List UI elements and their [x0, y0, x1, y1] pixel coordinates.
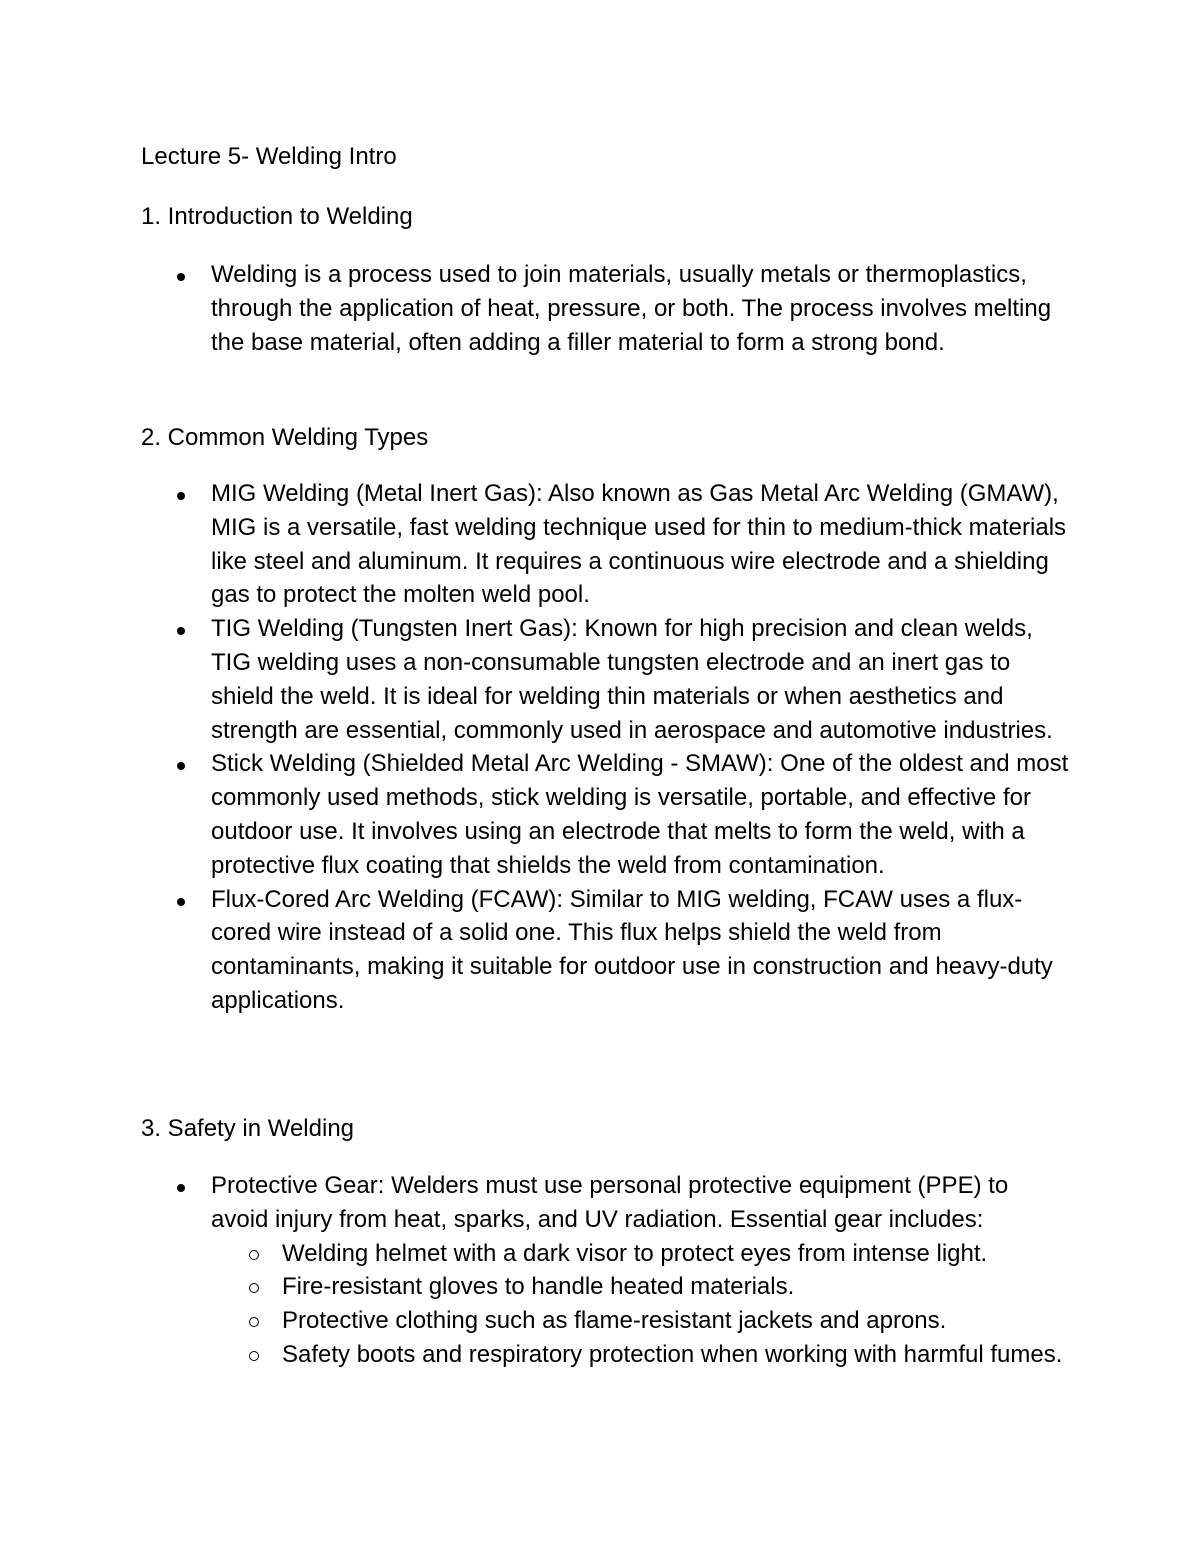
sub-list-item: [211, 1270, 1070, 1304]
list-item-text: Welding is a process used to join materials, usually metals or thermoplastics, through the application of heat, pressure, or both. The process involves melting the base material, often adding a filler material to form a strong bond.: [211, 261, 1052, 356]
hollow-bullet-icon: [249, 1317, 259, 1327]
hollow-bullet-icon: [249, 1283, 259, 1293]
section-heading-introduction: 1. Introduction to Welding: [141, 203, 413, 230]
sub-list-item-text: Protective clothing such as flame-resistant jackets and aprons.: [282, 1307, 947, 1335]
sub-list-item: [211, 1338, 1070, 1372]
section-safety-list: [0, 1169, 1200, 1372]
bullet-icon: [177, 627, 185, 635]
list-item-text: Flux-Cored Arc Welding (FCAW): Similar to MIG welding, FCAW uses a flux-cored wire instead of a solid one. This flux helps shield the weld from contaminants, making it suitable for outdoor use in construction and heavy-duty applications.: [211, 885, 1053, 1014]
sub-list-item: [211, 1304, 1070, 1338]
list-item: [0, 258, 1200, 359]
section-introduction-list: [0, 258, 1200, 359]
hollow-bullet-icon: [249, 1351, 259, 1361]
list-item: [0, 612, 1200, 747]
section-welding-types-list: [0, 477, 1200, 1018]
sub-list-item-text: Safety boots and respiratory protection when working with harmful fumes.: [282, 1340, 1063, 1368]
list-item: [0, 883, 1200, 1018]
sub-list-item-text: Fire-resistant gloves to handle heated materials.: [282, 1273, 795, 1301]
bullet-icon: [177, 273, 185, 281]
protective-gear-sublist: [211, 1237, 1070, 1372]
list-item-text: Stick Welding (Shielded Metal Arc Welding - SMAW): One of the oldest and most commonly used methods, stick welding is versatile, portable, and effective for outdoor use. It involves using an electrode that melts to form the weld, with a protective flux coating that shields the weld from contamination.: [211, 750, 1069, 879]
section-heading-safety: 3. Safety in Welding: [141, 1115, 355, 1142]
bullet-icon: [177, 898, 185, 906]
bullet-icon: [177, 762, 185, 770]
list-item: [0, 747, 1200, 882]
list-item: [0, 1169, 1200, 1372]
hollow-bullet-icon: [249, 1250, 259, 1260]
list-item: [0, 477, 1200, 612]
bullet-icon: [177, 492, 185, 500]
document-title: Lecture 5- Welding Intro: [141, 143, 397, 170]
sub-list-item: [211, 1237, 1070, 1271]
list-item-text: TIG Welding (Tungsten Inert Gas): Known for high precision and clean welds, TIG welding uses a non-consumable tungsten electrode and an inert gas to shield the weld. It is ideal for welding thin materials or when aesthetics and strength are essential, commonly used in aerospace and automotive industries.: [211, 615, 1053, 744]
bullet-icon: [177, 1184, 185, 1192]
section-heading-welding-types: 2. Common Welding Types: [141, 424, 429, 451]
sub-list-item-text: Welding helmet with a dark visor to protect eyes from intense light.: [282, 1239, 988, 1267]
list-item-text: MIG Welding (Metal Inert Gas): Also known as Gas Metal Arc Welding (GMAW), MIG is a versatile, fast welding technique used for thin to medium-thick materials like steel and aluminum. It requires a continuous wire electrode and a shielding gas to protect the molten weld pool.: [211, 480, 1067, 609]
list-item-text: Protective Gear: Welders must use personal protective equipment (PPE) to avoid injury from heat, sparks, and UV radiation. Essential gear includes:: [211, 1172, 1009, 1233]
